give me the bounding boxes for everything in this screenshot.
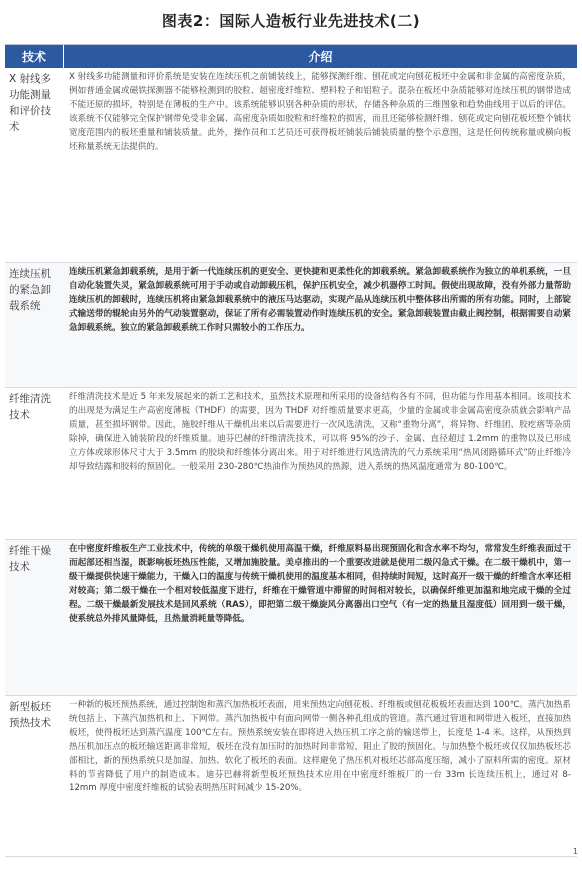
table-header: [5, 45, 577, 68]
page-marker: 1: [572, 847, 578, 856]
table-row: [5, 696, 577, 857]
figure-title: 图表2：国际人造板行业先进技术(二): [161, 12, 421, 30]
table-row: [5, 540, 577, 696]
header-tech: 技术: [5, 45, 64, 68]
tech-description: 在中密度纤维板生产工业技术中，传统的单级干燥机使用高温干燥，纤维原料易出现预固化和含水率不均匀，常常发生纤维表面过干而起部还相当湿，既影响板坯热压性能，又增加施胶量。美卓推出的一个重要改进就是使用二级闪急式干燥。在二级干燥机中，第一级干燥提供快速干燥能力，干燥入口的温度与传统干燥机使用的温度基本相同，但持续时间短，这时高开一级干燥的纤维含水率还相对较高；第二级干燥在一个相对较低温度下进行，纤维在干燥管道中滞留的时间相对较长，以确保纤维更加温和地完成干燥的全过程。二级干燥最新发展技术是回风系统（RAS），即把第二级干燥旋风分离器出口空气（有一定的热量且湿度低）回用到一级干燥，使系统总外排风量降低，且热量消耗量等降低。: [69, 544, 571, 624]
table-row: [5, 68, 577, 263]
tech-description: 纤维清洗技术是近 5 年来发展起来的新工艺和技术，虽然技术原理和所采用的设备结构各有不同，但功能与作用基本相同。该项技术的出现是为满足生产高密度薄板（THDF）的需要，因为 THDF 对纤维质量要求更高，少量的金属或非金属高密度杂质就会影响产品质量，甚至损坏钢带。因此，施胶纤维从干燥机出来以后需要进行一次风选清洗，又称“重物分离”，将异物、纤维团、胶疙瘩等杂质除掉，确保进入铺装阶段的纤维质量。迪芬巴赫的纤维清洗技术，可以将 95%的沙子、金属、直径超过 1.2mm 的重物以及已形成立方体或球形体尺寸大于 3.5mm 的胶块和纤维体分离出来。用于对纤维进行风选清洗的气力系统采用“热风闭路循环式”防止纤维冷却导致结露和胶料的预固化。一般采用 230-280℃热油作为预热风的热源，进入系统的热风温度通常为 80-100℃。: [69, 392, 571, 472]
tech-name: 纤维干燥技术: [9, 545, 51, 573]
tech-name: 纤维清洗技术: [9, 393, 51, 421]
tech-description: 一种新的板坯预热系统，通过控制饱和蒸汽加热板坯表面，用来预热定向刨花板、纤维板或刨花板板坯表面达到 100℃。蒸汽加热系统包括上、下蒸汽加热机和上、下网带。蒸汽加热板中有面向网带一侧各种孔组成的管道。蒸汽通过管道和网带进入板坯，直接加热板坯，使得板坯达到蒸汽温度 100℃左右。预热系统安装在即将进入热压机工序之前的输送带上，长度是 1-4 米。这样，从预热到热压机加压点的板坯输送距离非常短，板坯在没有加压时的加热时间非常短，阻止了胶的预固化。与加热整个板坯或仅仅加热板坯芯部相比，新的预热系统只是加湿、加热、软化了板坯的表面。这样避免了热压机对板坯芯部高度压缩，减小了原料所需的密度。原材料的节省降低了用户的制造成本。迪芬巴赫将新型板坯预热技术应用在中密度纤维板厂的一台 33m 长连续压机上，通过对 8-12mm 厚度中密度纤维板的试验表明热压时间减少 15-20%。: [69, 700, 571, 794]
tech-description: 连续压机紧急卸载系统，是用于新一代连续压机的更安全、更快捷和更柔性化的卸载系统。紧急卸载系统作为独立的单机系统，一旦自动化装置失灵，紧急卸载系统可用于手动或自动卸载压机，保护压机安全，减少机器停工时间。假使出现故障，没有外部力量帮助连续压机的卸载时，连续压机将由紧急卸载系统中的液压马达驱动，实现产品从连续压机中整体移出所需的所有功能。同时，上部锭式输送带的辊轮由另外的气动装置驱动，保证了所有必需装置动作时连续压机的安全。紧急卸载装置由截止阀控制，根据需要自动紧急卸载系统。独立的紧急卸载系统工作时只需较小的工作压力。: [69, 267, 571, 333]
tech-table: [5, 44, 577, 857]
tech-description: X 射线多功能测量和评价系统是安装在连续压机之前铺装线上，能够探测纤维、刨花或定向刨花板坯中金属和非金属的高密度杂质，例如普通金属或磁铁探测器不能够检测到的胶粒、超密度纤维粒、塑料粒子和铝粒子。混杂在板坯中杂质能够对连续压机的钢带造成不能还原的损坏，特别是在薄板的生产中。该系统能够识别各种杂质的形状，存储各种杂质的三维图象和趋势曲线用于以后的评估。该系统不仅能够完全保护钢带免受非金属、高密度杂质如胶粒和纤维粒的损害，而且还能够检测纤维、刨花或定向刨花板坯整个铺状宽度范围内的板坯重量和铺装质量。此外，操作员和工艺员还可获得板坯铺装后铺装质量的整个示意图，这是任何传统称量或横向板坯称量系统无法提供的。: [69, 72, 571, 152]
table-row: [5, 388, 577, 540]
table-row: [5, 263, 577, 388]
tech-name: 连续压机的紧急卸载系统: [9, 268, 51, 312]
tech-name: 新型板坯预热技术: [9, 701, 51, 729]
tech-name: X 射线多功能测量和评价技术: [9, 73, 52, 133]
header-intro: 介绍: [308, 50, 333, 64]
